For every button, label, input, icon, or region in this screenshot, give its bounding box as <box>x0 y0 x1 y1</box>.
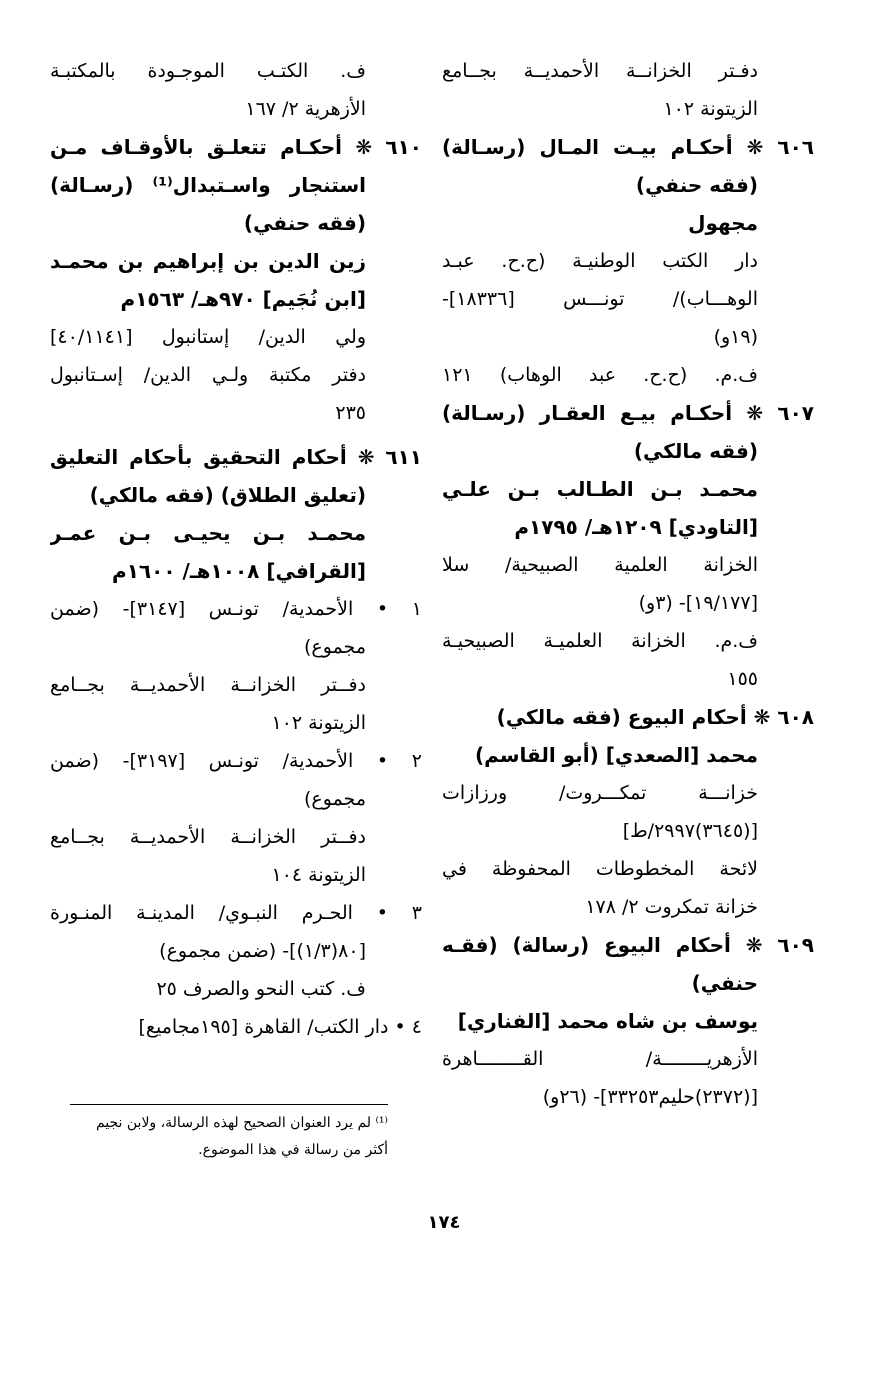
left-column-line: ٤ • دار الكتب/ القاهرة [١٩٥مجاميع] <box>138 1016 422 1038</box>
left-column-line: مجموع) <box>304 788 366 810</box>
footnote-line: ⁽¹⁾ لم يرد العنوان الصحيح لهذه الرسالة، ولابن نجيم <box>95 1115 388 1131</box>
left-column-line: [٨٠(١/٣)]- (ضمن مجموع) <box>159 940 366 962</box>
right-column-line: محمد [الصعدي] (أبو القاسم) <box>475 743 758 767</box>
right-column-line: دار الكتب الوطنيـة (ح.ح. عبـد <box>442 250 758 272</box>
left-column-line: دفــتر الخزانــة الأحمديــة بجــامع <box>50 674 366 696</box>
right-column-line: ٦٠٩ ❋ أحكام البيوع (رسالة) (فقـه <box>442 933 814 957</box>
left-column-line: الزيتونة ١٠٢ <box>271 712 366 734</box>
right-column-line: (فقه حنفي) <box>635 173 758 197</box>
left-column-line: [القرافي] ١٠٠٨هـ/ ١٦٠٠م <box>112 559 366 583</box>
right-column-line: [١٩/١٧٧]- (٣و) <box>638 592 758 614</box>
footnote-line: أكثر من رسالة في هذا الموضوع. <box>198 1142 388 1158</box>
right-column-line: ٦٠٨ ❋ أحكام البيوع (فقه مالكي) <box>496 705 814 729</box>
right-column-line: الخزانة العلمية الصبيحية/ سلا <box>442 554 758 576</box>
right-column-line: ٦٠٧ ❋ أحكـام بيـع العقـار (رسـالة) <box>442 401 814 425</box>
right-column-line: ٦٠٦ ❋ أحكـام بيـت المـال (رسـالة) <box>442 135 814 159</box>
left-column-line: ٦١٠ ❋ أحكـام تتعلـق بالأوقـاف مـن <box>50 135 422 159</box>
left-column-line: زين الدين بن إبراهيم بن محمـد <box>50 249 366 273</box>
right-column-line: الزيتونة ١٠٢ <box>663 98 758 120</box>
right-column-line: الأزهريــــــــة/ القــــــــاهرة <box>442 1048 758 1070</box>
left-column-line: [ابن نُجَيم] ٩٧٠هـ/ ١٥٦٣م <box>120 287 366 311</box>
left-column-line: ف. كتب النحو والصرف ٢٥ <box>156 978 366 1000</box>
left-column-line: ٦١١ ❋ أحكام التحقيق بأحكام التعليق <box>50 445 422 469</box>
right-column-line: يوسف بن شاه محمد [الفناري] <box>457 1009 758 1033</box>
left-column-line: (فقه حنفي) <box>243 211 366 235</box>
left-column-line: الزيتونة ١٠٤ <box>271 864 366 886</box>
footnote-divider <box>70 1104 388 1105</box>
left-column-line: دفتر مكتبة ولـي الدين/ إسـتانبول <box>50 364 366 386</box>
left-column-line: مجموع) <box>304 636 366 658</box>
right-column-line: لائحة المخطوطات المحفوظة في <box>442 858 758 880</box>
right-column <box>442 52 814 1116</box>
left-column-line: ١ • الأحمدية/ تونـس [٣١٤٧]- (ضمن <box>50 598 422 620</box>
right-column-line: مجهول <box>688 211 758 235</box>
left-column-line: استنجار واسـتبدال⁽¹⁾ (رسـالة) <box>50 173 366 197</box>
footnotes <box>50 1110 388 1164</box>
right-column-line: حنفي) <box>691 971 758 995</box>
right-column-line: خزانـــة تمكـــروت/ ورزازات <box>442 782 758 804</box>
left-column-line: ف. الكتـب الموجـودة بالمكتبـة <box>50 60 366 82</box>
right-column-line: (١٩و) <box>713 326 758 348</box>
right-column-line: ف.م. الخزانة العلميـة الصبيحيـة <box>442 630 758 652</box>
left-column-line: ٣ • الحـرم النبـوي/ المدينـة المنـورة <box>50 902 422 924</box>
right-column-line: (فقه مالكي) <box>633 439 758 463</box>
left-column-line: دفــتر الخزانــة الأحمديــة بجــامع <box>50 826 366 848</box>
right-column-line: دفـتر الخزانــة الأحمديــة بجــامع <box>442 60 758 82</box>
right-column-line: [التاودي] ١٢٠٩هـ/ ١٧٩٥م <box>514 515 758 539</box>
right-column-line: محمـد بـن الطـالب بـن علـي <box>442 477 758 501</box>
left-column-line: ٢٣٥ <box>335 402 366 424</box>
left-column-line: (تعليق الطلاق) (فقه مالكي) <box>89 483 366 507</box>
left-column-line: ٢ • الأحمدية/ تونـس [٣١٩٧]- (ضمن <box>50 750 422 772</box>
right-column-line: الوهـــاب)/ تونـــس [١٨٣٣٦]- <box>442 288 758 310</box>
left-column-line: الأزهرية ٢/ ١٦٧ <box>245 98 366 120</box>
left-column-line: محمـد بـن يحيـى بـن عمـر <box>50 521 366 545</box>
right-column-line: ١٥٥ <box>727 668 758 690</box>
page-number: ١٧٤ <box>427 1212 461 1233</box>
right-column-line: [(٣٦٤٥)٢٩٩٧/ط] <box>622 820 758 842</box>
left-column <box>50 52 422 1046</box>
left-column-line: ولي الدين/ إستانبول [٤٠/١١٤١] <box>50 326 366 348</box>
right-column-line: ف.م. (ح.ح. عبد الوهاب) ١٢١ <box>442 364 758 386</box>
right-column-line: [(٢٣٧٢)حليم٣٣٢٥٣]- (٢٦و) <box>542 1086 758 1108</box>
right-column-line: خزانة تمكروت ٢/ ١٧٨ <box>585 896 758 918</box>
